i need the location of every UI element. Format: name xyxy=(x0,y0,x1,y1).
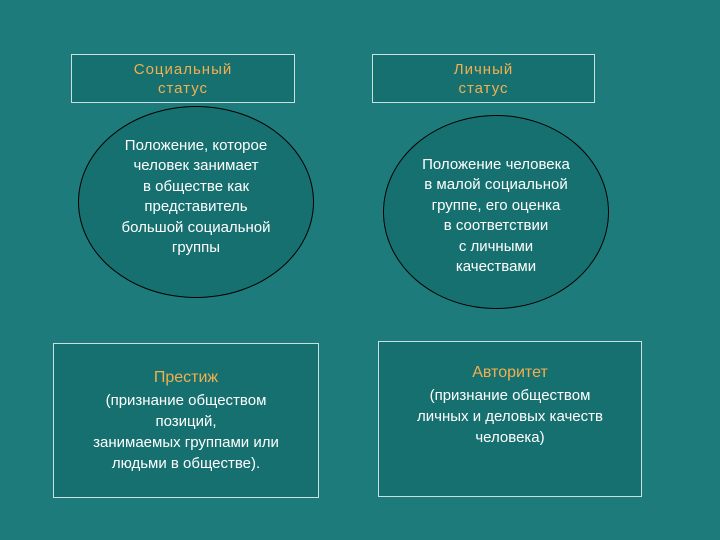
social-ellipse-line-6: группы xyxy=(171,239,221,256)
prestige-line-2: позиций, xyxy=(155,413,217,430)
personal-status-title-line-1: Личный xyxy=(453,60,514,78)
personal-ellipse-line-5: с личными xyxy=(458,237,534,255)
social-ellipse-line-5: большой социальной xyxy=(121,218,271,236)
personal-status-box xyxy=(372,54,595,103)
social-ellipse-line-2: человек занимает xyxy=(133,157,259,174)
authority-line-2: личных и деловых качеств xyxy=(417,408,603,425)
personal-ellipse-line-4: в соответствии xyxy=(443,217,549,234)
social-status-title-line-2: статус xyxy=(157,79,209,97)
authority-box xyxy=(378,341,642,497)
personal-ellipse-line-1: Положение человека xyxy=(422,155,570,173)
personal-ellipse-line-2: в малой социальной xyxy=(424,176,568,193)
authority-line-3: человека) xyxy=(475,429,545,446)
prestige-heading: Престиж xyxy=(153,369,219,386)
social-status-title-line-1: Социальный xyxy=(133,60,233,78)
social-status-box xyxy=(71,54,295,103)
prestige-box xyxy=(53,343,319,498)
prestige-line-1: (признание обществом xyxy=(105,392,267,409)
authority-heading: Авторитет xyxy=(472,364,548,381)
prestige-line-3: занимаемых группами или xyxy=(93,434,279,451)
prestige-line-4: людьми в обществе). xyxy=(111,455,261,472)
social-ellipse-line-4: представитель xyxy=(144,198,248,215)
social-ellipse-line-3: в обществе как xyxy=(142,177,250,195)
social-status-definition-ellipse xyxy=(78,106,314,298)
authority-line-1: (признание обществом xyxy=(429,387,591,404)
social-ellipse-line-1: Положение, которое xyxy=(124,136,268,154)
personal-ellipse-line-6: качествами xyxy=(455,258,537,275)
personal-status-title-line-2: статус xyxy=(458,79,509,97)
personal-status-definition-ellipse xyxy=(383,115,609,309)
personal-ellipse-line-3: группе, его оценка xyxy=(431,196,561,214)
